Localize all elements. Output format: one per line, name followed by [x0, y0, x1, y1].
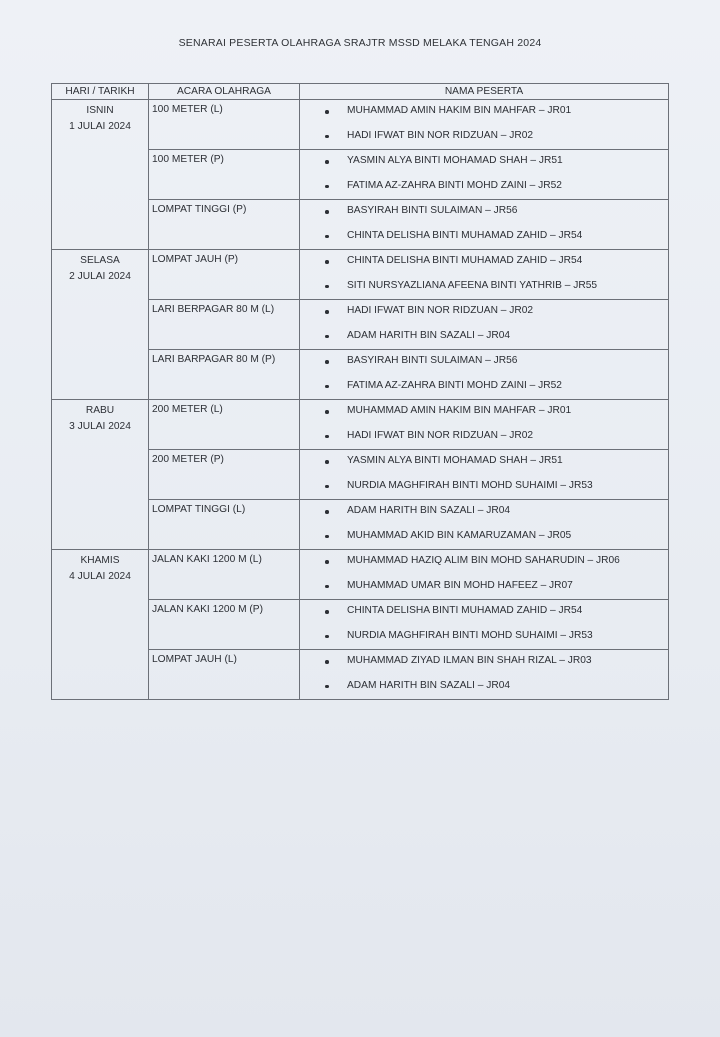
participant-item: HADI IFWAT BIN NOR RIDZUAN – JR02 [300, 300, 668, 325]
event-cell: 200 METER (P) [149, 450, 300, 500]
participant-list [300, 450, 668, 499]
participants-cell [300, 650, 669, 700]
participant-list [300, 250, 668, 299]
participant-item: NURDIA MAGHFIRAH BINTI MOHD SUHAIMI – JR53 [300, 475, 668, 500]
participants-cell [300, 500, 669, 550]
participant-schedule-table [51, 83, 669, 700]
participant-item: MUHAMMAD HAZIQ ALIM BIN MOHD SAHARUDIN – JR06 [300, 550, 668, 575]
participant-item: CHINTA DELISHA BINTI MUHAMAD ZAHID – JR54 [300, 250, 668, 275]
participant-list [300, 150, 668, 199]
day-cell [52, 400, 149, 550]
participant-list [300, 300, 668, 349]
participant-item: BASYIRAH BINTI SULAIMAN – JR56 [300, 200, 668, 225]
participant-item: CHINTA DELISHA BINTI MUHAMAD ZAHID – JR54 [300, 225, 668, 250]
event-cell: LOMPAT TINGGI (P) [149, 200, 300, 250]
day-name: KHAMIS [80, 555, 120, 566]
event-cell: JALAN KAKI 1200 M (P) [149, 600, 300, 650]
participant-list [300, 400, 668, 449]
event-cell: LARI BARPAGAR 80 M (P) [149, 350, 300, 400]
header-event: ACARA OLAHRAGA [149, 84, 300, 100]
participants-cell [300, 100, 669, 150]
day-date: 3 JULAI 2024 [69, 421, 131, 432]
day-cell [52, 550, 149, 700]
day-name: ISNIN [86, 105, 114, 116]
participants-cell [300, 200, 669, 250]
participant-item: CHINTA DELISHA BINTI MUHAMAD ZAHID – JR54 [300, 600, 668, 625]
event-cell: LOMPAT JAUH (P) [149, 250, 300, 300]
participant-list [300, 200, 668, 249]
table-header [52, 84, 669, 100]
day-cell [52, 250, 149, 400]
event-cell: LOMPAT JAUH (L) [149, 650, 300, 700]
participant-item: MUHAMMAD ZIYAD ILMAN BIN SHAH RIZAL – JR03 [300, 650, 668, 675]
participant-item: SITI NURSYAZLIANA AFEENA BINTI YATHRIB – JR55 [300, 275, 668, 300]
participants-cell [300, 600, 669, 650]
participant-item: YASMIN ALYA BINTI MOHAMAD SHAH – JR51 [300, 150, 668, 175]
participant-item: MUHAMMAD UMAR BIN MOHD HAFEEZ – JR07 [300, 575, 668, 600]
participant-item: MUHAMMAD AMIN HAKIM BIN MAHFAR – JR01 [300, 400, 668, 425]
day-date: 4 JULAI 2024 [69, 571, 131, 582]
header-row [52, 84, 669, 100]
participant-item: MUHAMMAD AMIN HAKIM BIN MAHFAR – JR01 [300, 100, 668, 125]
participant-item: MUHAMMAD AKID BIN KAMARUZAMAN – JR05 [300, 525, 668, 550]
participants-cell [300, 300, 669, 350]
participant-item: ADAM HARITH BIN SAZALI – JR04 [300, 675, 668, 700]
event-cell: JALAN KAKI 1200 M (L) [149, 550, 300, 600]
day-date: 1 JULAI 2024 [69, 121, 131, 132]
participant-item: FATIMA AZ-ZAHRA BINTI MOHD ZAINI – JR52 [300, 175, 668, 200]
participant-item: NURDIA MAGHFIRAH BINTI MOHD SUHAIMI – JR53 [300, 625, 668, 650]
participant-list [300, 350, 668, 399]
participants-cell [300, 150, 669, 200]
event-cell: 100 METER (L) [149, 100, 300, 150]
participant-item: FATIMA AZ-ZAHRA BINTI MOHD ZAINI – JR52 [300, 375, 668, 400]
table-row [52, 100, 669, 150]
event-cell: 100 METER (P) [149, 150, 300, 200]
table-body [52, 100, 669, 700]
participant-item: YASMIN ALYA BINTI MOHAMAD SHAH – JR51 [300, 450, 668, 475]
participant-item: BASYIRAH BINTI SULAIMAN – JR56 [300, 350, 668, 375]
day-date: 2 JULAI 2024 [69, 271, 131, 282]
participants-cell [300, 450, 669, 500]
participants-cell [300, 550, 669, 600]
participant-item: ADAM HARITH BIN SAZALI – JR04 [300, 500, 668, 525]
participant-item: HADI IFWAT BIN NOR RIDZUAN – JR02 [300, 425, 668, 450]
participant-list [300, 650, 668, 699]
table-row [52, 550, 669, 600]
header-day-date: HARI / TARIKH [52, 84, 149, 100]
participant-item: ADAM HARITH BIN SAZALI – JR04 [300, 325, 668, 350]
event-cell: LOMPAT TINGGI (L) [149, 500, 300, 550]
participant-list [300, 100, 668, 149]
table-row [52, 250, 669, 300]
participants-cell [300, 350, 669, 400]
participant-list [300, 550, 668, 599]
table-row [52, 400, 669, 450]
page-title: SENARAI PESERTA OLAHRAGA SRAJTR MSSD MELAKA TENGAH 2024 [178, 37, 542, 49]
day-cell [52, 100, 149, 250]
participants-cell [300, 400, 669, 450]
participant-list [300, 600, 668, 649]
day-name: SELASA [80, 255, 120, 266]
event-cell: 200 METER (L) [149, 400, 300, 450]
day-name: RABU [85, 405, 115, 416]
participants-cell [300, 250, 669, 300]
event-cell: LARI BERPAGAR 80 M (L) [149, 300, 300, 350]
participant-list [300, 500, 668, 549]
header-participant-names: NAMA PESERTA [300, 84, 669, 100]
participant-item: HADI IFWAT BIN NOR RIDZUAN – JR02 [300, 125, 668, 150]
